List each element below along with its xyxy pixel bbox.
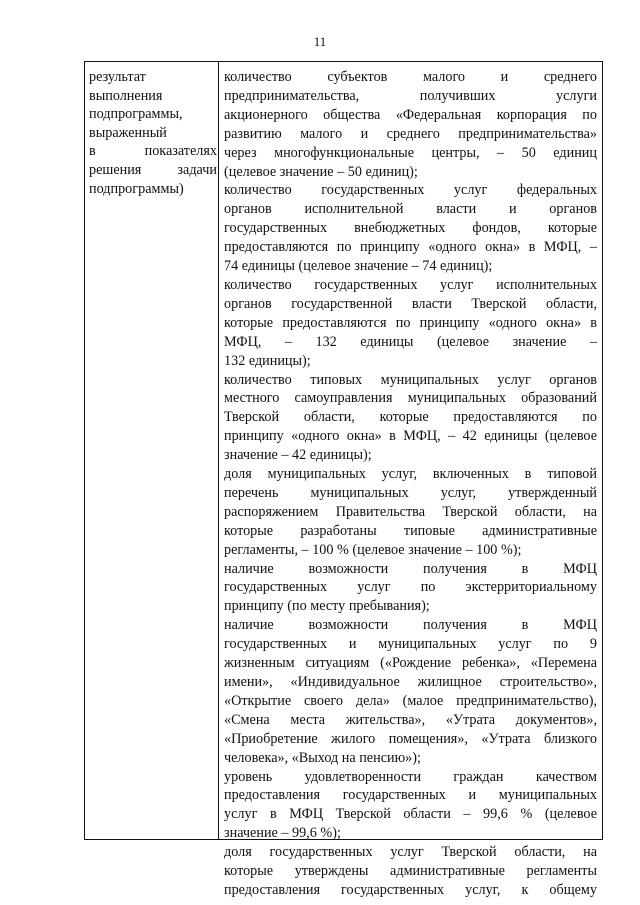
right-column-line: (целевое значение – 50 единиц); [224,163,418,180]
right-column-line: государственных и муниципальных услуг по 9 [224,636,597,653]
right-column-line: количество субъектов малого и среднего [224,69,597,85]
right-column-line: МФЦ, – 132 единицы (целевое значение – [224,333,597,350]
left-column-line: выраженный [89,124,167,141]
left-column-line: решения задачи [89,161,217,178]
right-column-line: государственных внебюджетных фондов, которые [224,220,597,237]
right-column-line: предпринимательства, получивших услуги [224,87,597,104]
right-column-line: Тверской области, которые предоставляются по [224,409,597,426]
left-column-cell [89,68,217,198]
right-column-line: принципу (по месту пребывания); [224,598,430,615]
right-column-line: перечень муниципальных услуг, утвержденный [224,484,597,501]
right-column-line: принципу «одного окна» в МФЦ, – 42 единицы (целевое [224,428,597,445]
column-divider [218,62,219,839]
right-column-line: органов государственной власти Тверской области, [224,295,597,312]
left-column-line: выполнения [89,87,163,104]
right-column-line: наличие возможности получения в МФЦ [224,617,597,634]
right-column-line: регламенты, – 100 % (целевое значение – 100 %); [224,541,522,558]
right-column-line: количество государственных услуг исполнительных [224,276,597,293]
right-column-line: 74 единицы (целевое значение – 74 единиц); [224,258,493,275]
left-column-line: результат [89,69,146,85]
right-column-line: развитию малого и среднего предпринимательства» [224,125,597,142]
right-column-line: предоставляются по принципу «одного окна» в МФЦ, – [224,239,597,256]
left-column-line: подпрограммы) [89,180,184,197]
right-column-line: уровень удовлетворенности граждан качеством [224,768,597,785]
right-column-line: «Смена места жительства», «Утрата документов», [224,711,597,728]
right-column-line: имени», «Индивидуальное жилищное строительство», [224,674,597,690]
right-column-line: государственных услуг по экстерриториальному [224,579,597,596]
right-column-line: количество государственных услуг федеральных [224,182,597,199]
right-column-line: через многофункциональные центры, – 50 единиц [224,144,597,161]
right-column-line: доля государственных услуг Тверской области, на [224,844,597,861]
right-column-line: доля муниципальных услуг, включенных в типовой [224,466,597,483]
left-column-line: в показателях [89,143,217,160]
right-column-line: значение – 99,6 %); [224,825,341,842]
right-column-line: «Открытие своего дела» (малое предпринимательство), [224,692,597,709]
table [84,61,603,898]
right-column-line: которые предоставляются по принципу «одного окна» в [224,314,597,331]
right-column-line: наличие возможности получения в МФЦ [224,560,597,577]
right-column-line: предоставления государственных и муниципальных [224,787,597,804]
right-column-line: предоставления государственных услуг, к общему [224,881,597,898]
right-column-line: которые утверждены административные регламенты [224,863,597,880]
right-column-line: которые разработаны типовые административные [224,522,597,539]
left-column-line: подпрограммы, [89,106,183,123]
right-column-line: распоряжением Правительства Тверской области, на [224,503,597,520]
page-number: 11 [313,34,327,49]
right-column-line: органов исполнительной власти и органов [224,201,597,218]
right-column-line: услуг в МФЦ Тверской области – 99,6 % (целевое [224,806,597,823]
right-column-line: 132 единицы); [224,352,311,369]
right-column-cell [224,68,597,900]
right-column-line: количество типовых муниципальных услуг органов [224,371,597,388]
right-column-line: местного самоуправления муниципальных образований [224,390,597,407]
right-column-line: значение – 42 единицы); [224,447,372,464]
right-column-line: человека», «Выход на пенсию»); [224,749,421,766]
right-column-line: акционерного общества «Федеральная корпорация по [224,106,597,123]
right-column-line: жизненным ситуациям («Рождение ребенка», «Перемена [224,655,597,672]
right-column-line: «Приобретение жилого помещения», «Утрата близкого [224,730,597,747]
